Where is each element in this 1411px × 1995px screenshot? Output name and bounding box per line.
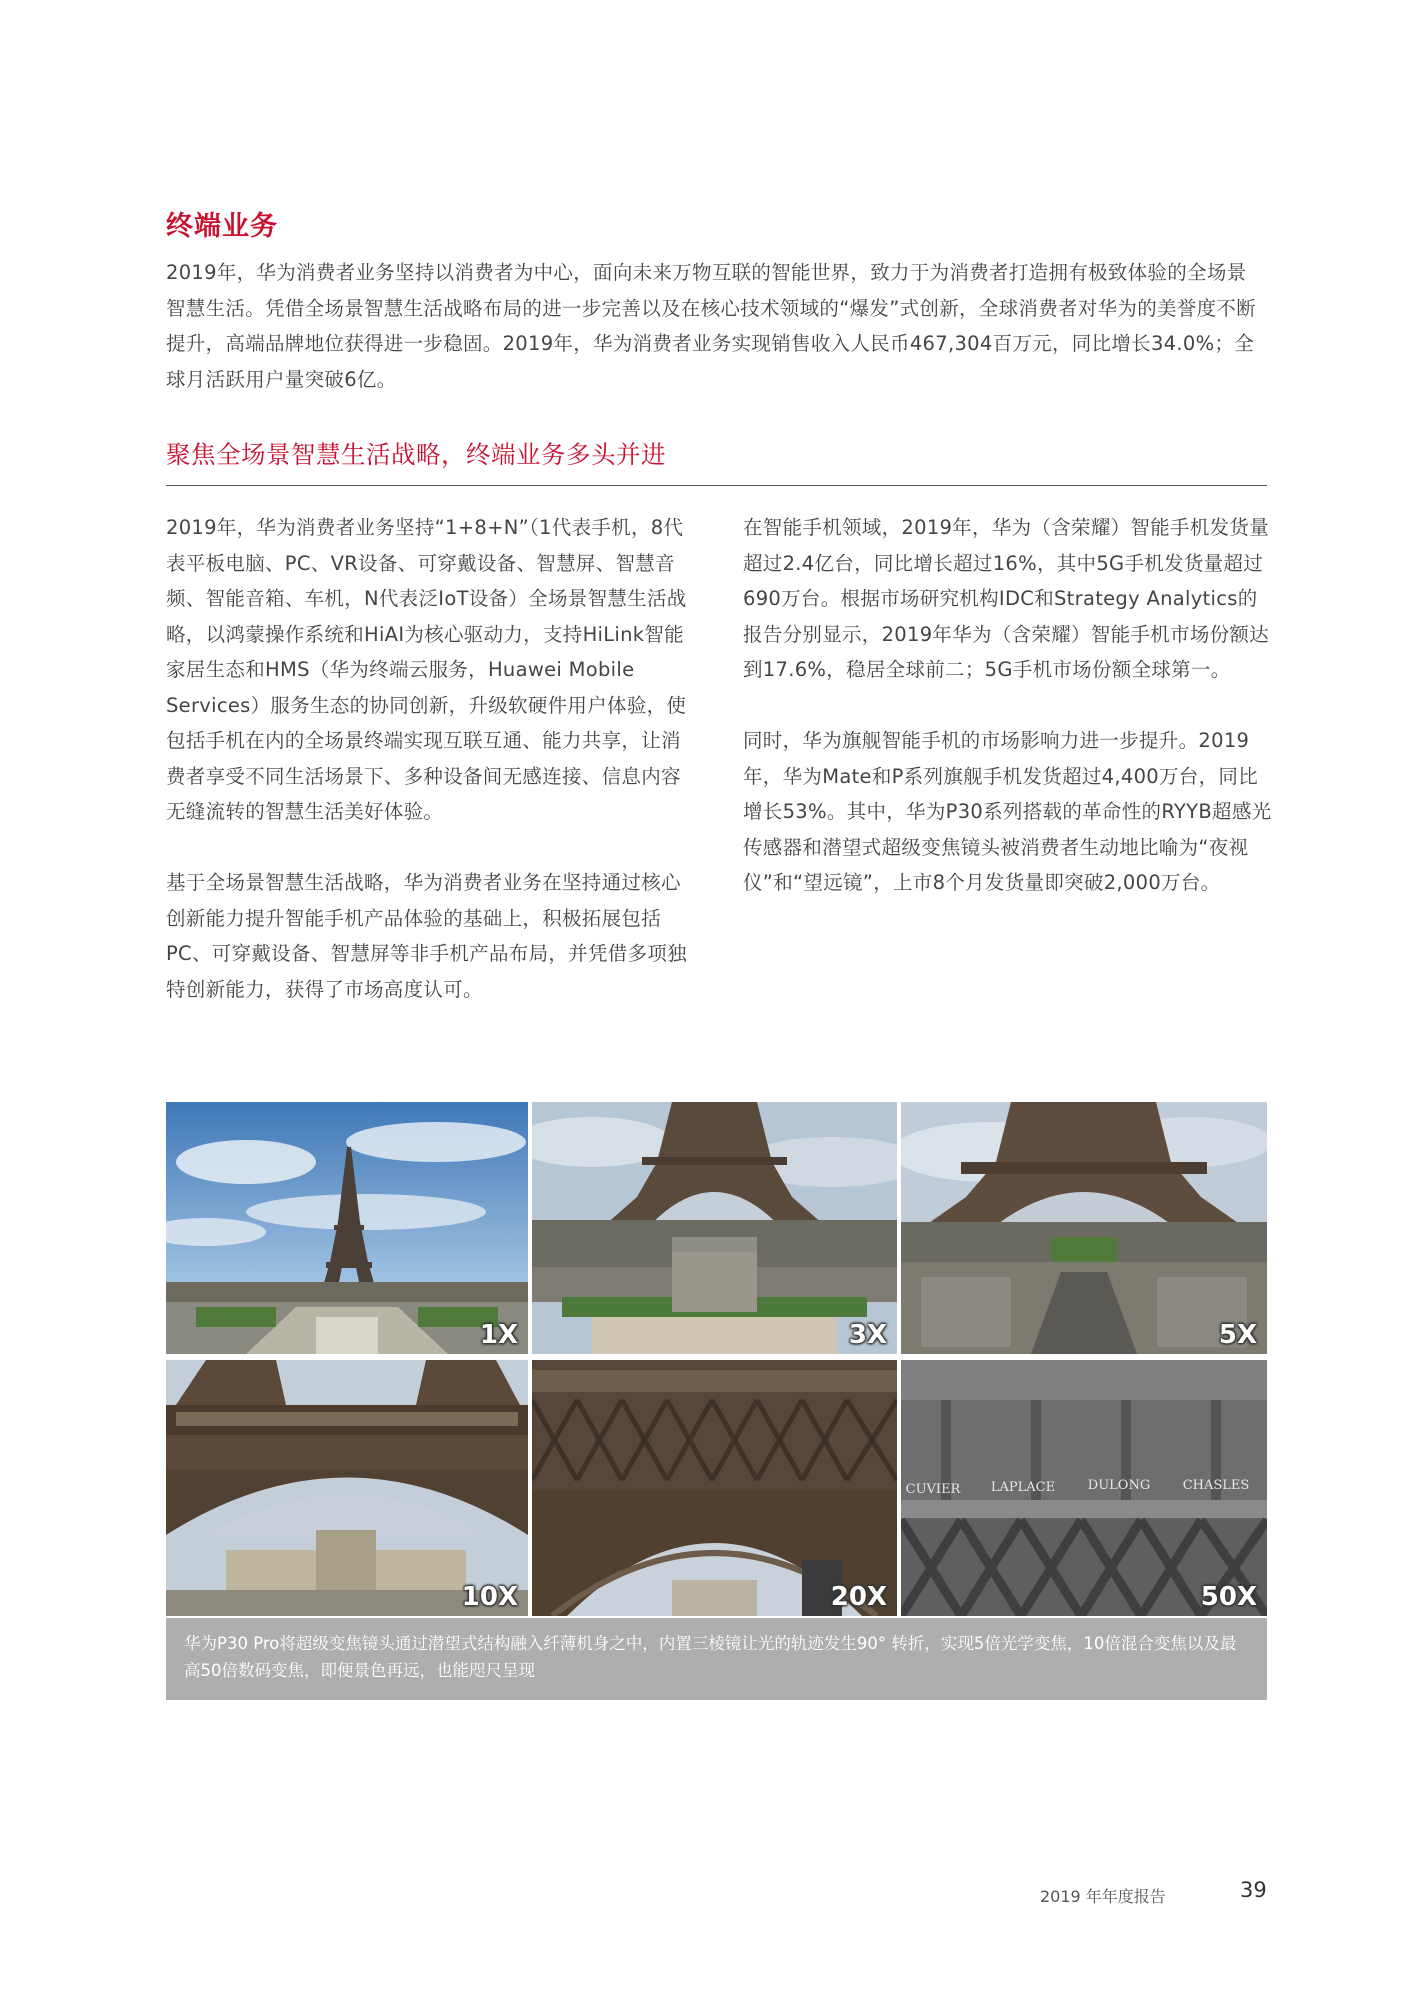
- intro-paragraph: 2019年，华为消费者业务坚持以消费者为中心，面向未来万物互联的智能世界，致力于为消费者打造拥有极致体验的全场景智慧生活。凭借全场景智慧生活战略布局的进一步完善以及在核心技术领域的“爆发”式创新，全球消费者对华为的美誉度不断提升，高端品牌地位获得进一步稳固。2019年，华为消费者业务实现销售收入人民币467,304百万元，同比增长34.0%；全球月活跃用户量突破6亿。: [166, 261, 1257, 391]
- left-paragraph-2: 基于全场景智慧生活战略，华为消费者业务在坚持通过核心创新能力提升智能手机产品体验的基础上，积极拓展包括PC、可穿戴设备、智慧屏等非手机产品布局，并凭借多项独特创新能力，获得了市场高度认可。: [166, 871, 687, 1001]
- zoom-label: 20X: [830, 1582, 887, 1612]
- footer-report-title: 2019 年年度报告: [1040, 1887, 1166, 1906]
- subsection-title: 聚焦全场景智慧生活战略，终端业务多头并进: [166, 440, 666, 469]
- plaque-name-4: CHASLES: [1182, 1478, 1250, 1493]
- photo-zoom-3x: [532, 1102, 897, 1354]
- plaque-name-3: DULONG: [1087, 1478, 1151, 1493]
- photo-zoom-50x: [901, 1360, 1267, 1616]
- eiffel-plaque-image: [901, 1360, 1267, 1616]
- right-column: [743, 510, 1273, 936]
- eiffel-mid-image: [532, 1102, 897, 1354]
- zoom-label: 10X: [461, 1582, 518, 1612]
- page-number: 39: [1240, 1878, 1267, 1902]
- eiffel-closer-image: [901, 1102, 1267, 1354]
- left-column: [166, 510, 696, 1043]
- photo-zoom-1x: [166, 1102, 528, 1354]
- photo-zoom-20x: [532, 1360, 897, 1616]
- section-divider: [166, 485, 1267, 486]
- plaque-name-1: CUVIER: [905, 1482, 961, 1497]
- zoom-label: 50X: [1200, 1582, 1257, 1612]
- eiffel-first-floor-image: [166, 1360, 528, 1616]
- plaque-name-2: LAPLACE: [990, 1480, 1056, 1495]
- zoom-label: 5X: [1218, 1320, 1257, 1350]
- right-paragraph-1: 在智能手机领域，2019年，华为（含荣耀）智能手机发货量超过2.4亿台，同比增长超过16%，其中5G手机发货量超过690万台。根据市场研究机构IDC和Strategy Analytics的报告分别显示，2019年华为（含荣耀）智能手机市场份额达到17.6%，稳居全球前二；5G手机市场份额全球第一。: [743, 516, 1270, 681]
- zoom-photo-grid: [166, 1102, 1267, 1616]
- eiffel-wide-image: [166, 1102, 528, 1354]
- eiffel-frieze-image: [532, 1360, 897, 1616]
- zoom-label: 3X: [848, 1320, 887, 1350]
- photo-zoom-5x: [901, 1102, 1267, 1354]
- right-paragraph-2: 同时，华为旗舰智能手机的市场影响力进一步提升。2019年，华为Mate和P系列旗舰手机发货超过4,400万台，同比增长53%。其中，华为P30系列搭载的革命性的RYYB超感光传感器和潜望式超级变焦镜头被消费者生动地比喻为“夜视仪”和“望远镜”，上市8个月发货量即突破2,000万台。: [743, 729, 1272, 894]
- photo-zoom-10x: [166, 1360, 528, 1616]
- zoom-label: 1X: [479, 1320, 518, 1350]
- photo-caption: 华为P30 Pro将超级变焦镜头通过潜望式结构融入纤薄机身之中，内置三棱镜让光的轨迹发生90° 转折，实现5倍光学变焦，10倍混合变焦以及最高50倍数码变焦，即便景色再远，也能咫尺呈现: [166, 1618, 1267, 1700]
- section-title: 终端业务: [166, 211, 278, 242]
- left-paragraph-1: 2019年，华为消费者业务坚持“1+8+N”（1代表手机，8代表平板电脑、PC、VR设备、可穿戴设备、智慧屏、智慧音频、智能音箱、车机，N代表泛IoT设备）全场景智慧生活战略，以鸿蒙操作系统和HiAI为核心驱动力，支持HiLink智能家居生态和HMS（华为终端云服务，Huawei Mobile Services）服务生态的协同创新，升级软硬件用户体验，使包括手机在内的全场景终端实现互联互通、能力共享，让消费者享受不同生活场景下、多种设备间无感连接、信息内容无缝流转的智慧生活美好体验。: [166, 516, 687, 823]
